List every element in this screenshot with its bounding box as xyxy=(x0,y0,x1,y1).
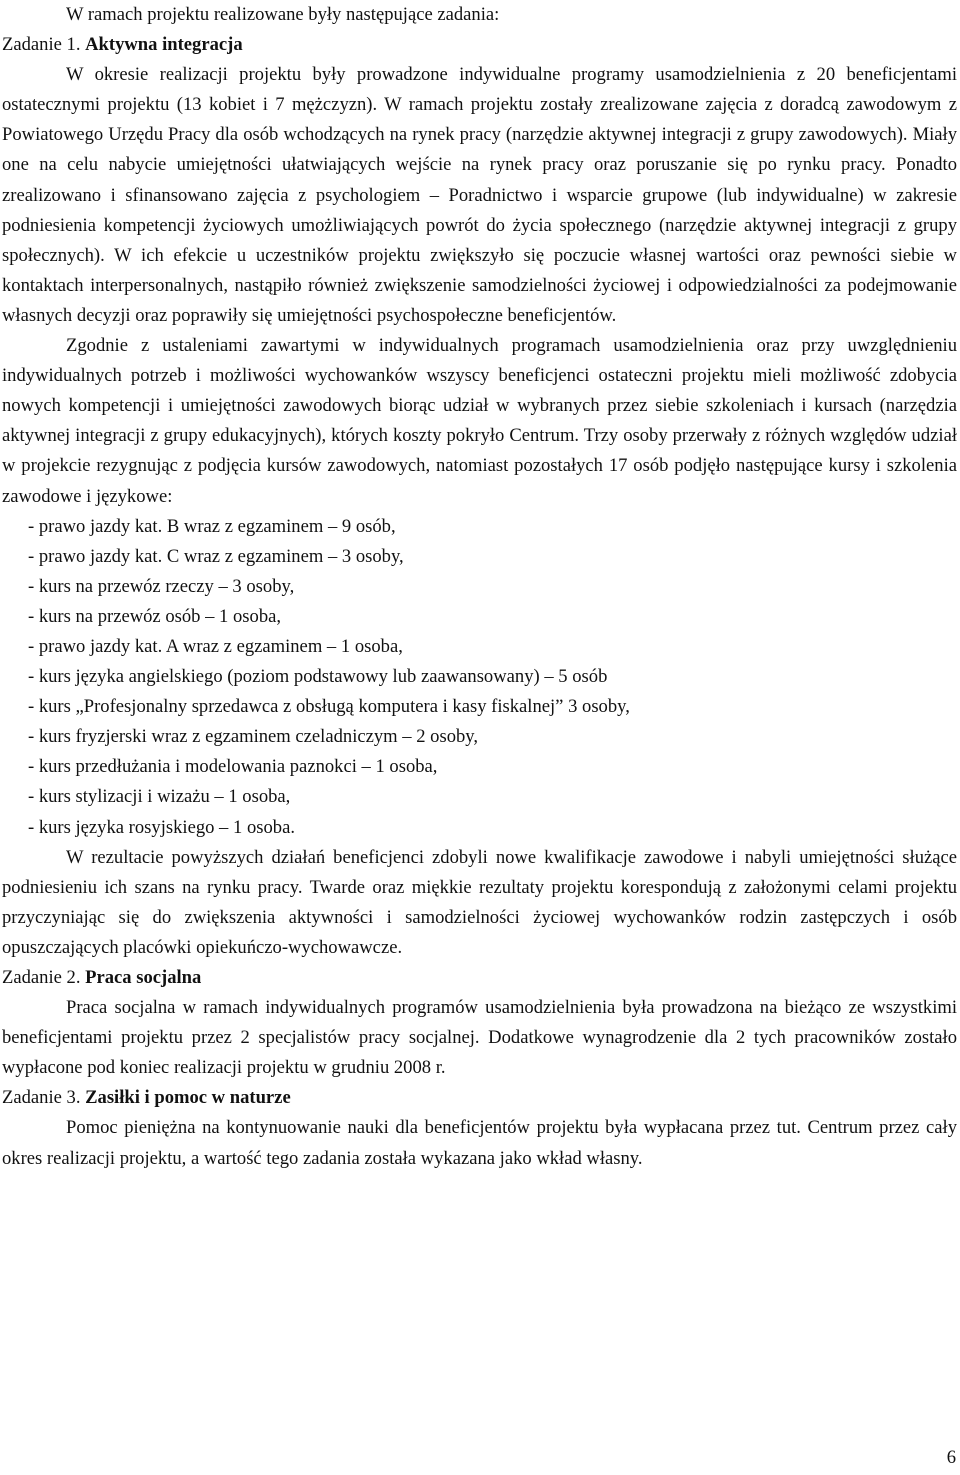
task2-label: Zadanie 2. xyxy=(2,967,86,988)
task1-paragraph-3: W rezultacie powyższych działań beneficjenci zdobyli nowe kwalifikacje zawodowe i nabyli umiejętności służące podniesieniu ich szans na rynku pracy. Twarde oraz miękkie rezultaty projektu korespondują z założonymi celami projektu przyczyniając się do zwiększenia aktywności i samodzielności życiowej wychowanków rodzin zastępczych i osób opuszczających placówki opiekuńczo-wychowawcze. xyxy=(2,846,957,958)
course-item: - kurs przedłużania i modelowania paznokci – 1 osoba, xyxy=(28,756,438,778)
intro-line: W ramach projektu realizowane były następujące zadania: xyxy=(66,4,500,25)
course-item: - prawo jazdy kat. B wraz z egzaminem – 9 osób, xyxy=(28,515,396,537)
task1-title: Aktywna integracja xyxy=(85,34,243,56)
course-item: - kurs na przewóz rzeczy – 3 osoby, xyxy=(28,575,295,597)
course-item: - kurs języka angielskiego (poziom podstawowy lub zaawansowany) – 5 osób xyxy=(28,666,608,688)
course-item: - kurs „Profesjonalny sprzedawca z obsługą komputera i kasy fiskalnej” 3 osoby, xyxy=(28,696,630,718)
task1-paragraph-1: W okresie realizacji projektu były prowadzone indywidualne programy usamodzielnienia z 20 beneficjentami ostatecznymi projektu (13 kobiet i 7 mężczyzn). W ramach projektu zostały zrealizowane zajęcia z doradcą zawodowym z Powiatowego Urzędu Pracy dla osób wchodzących na rynek pracy (narzędzie aktywnej integracji z grupy zawodowych). Miały one na celu nabycie umiejętności ułatwiających wejście na rynek pracy oraz poruszanie się po rynku pracy. Ponadto zrealizowano i sfinansowano zajęcia z psychologiem – Poradnictwo i wsparcie grupowe (lub indywidualne) w zakresie podniesienia kompetencji życiowych umożliwiających powrót do życia społecznego (narzędzie aktywnej integracji z grupy społecznych). W ich efekcie u uczestników projektu zwiększyło się poczucie własnej wartości oraz pewności siebie w kontaktach interpersonalnych, nastąpiło również zwiększenie samodzielności życiowej i odpowiedzialności za podejmowanie własnych decyzji oraz poprawiły się umiejętności psychospołeczne beneficjentów. xyxy=(2,64,957,326)
course-item: - prawo jazdy kat. A wraz z egzaminem – 1 osoba, xyxy=(28,635,403,657)
task1-heading xyxy=(2,30,957,60)
task3-title: Zasiłki i pomoc w naturze xyxy=(85,1087,291,1109)
task3-heading xyxy=(2,1083,957,1113)
task3-paragraph-1: Pomoc pieniężna na kontynuowanie nauki dla beneficjentów projektu była wypłacana przez tut. Centrum przez cały okres realizacji projektu, a wartość tego zadania została wykazana jako wkład własny. xyxy=(2,1117,957,1169)
course-item: - prawo jazdy kat. C wraz z egzaminem – 3 osoby, xyxy=(28,545,404,567)
course-item: - kurs stylizacji i wizażu – 1 osoba, xyxy=(28,786,291,808)
task2-title: Praca socjalna xyxy=(85,967,202,988)
course-list xyxy=(2,512,957,843)
task2-heading xyxy=(2,963,957,993)
task3-label: Zadanie 3. xyxy=(2,1087,86,1109)
course-item: - kurs fryzjerski wraz z egzaminem czeladniczym – 2 osoby, xyxy=(28,726,479,748)
task1-label: Zadanie 1. xyxy=(2,34,86,56)
task2-paragraph-1: Praca socjalna w ramach indywidualnych programów usamodzielnienia była prowadzona na bieżąco ze wszystkimi beneficjentami projektu przez 2 specjalistów pracy socjalnej. Dodatkowe wynagrodzenie dla 2 tych pracowników zostało wypłacone pod koniec realizacji projektu w grudniu 2008 r. xyxy=(2,997,957,1079)
course-item: - kurs języka rosyjskiego – 1 osoba. xyxy=(28,816,295,838)
course-item: - kurs na przewóz osób – 1 osoba, xyxy=(28,605,282,627)
task1-paragraph-2: Zgodnie z ustaleniami zawartymi w indywidualnych programach usamodzielnienia oraz przy uwzględnieniu indywidualnych potrzeb i możliwości wychowanków wszyscy beneficjenci ostateczni projektu mieli możliwość zdobycia nowych kompetencji i umiejętności zawodowych biorąc udział w wybranych przez siebie szkoleniach i kursach (narzędzia aktywnej integracji z grupy edukacyjnych), których koszty pokryło Centrum. Trzy osoby przerwały z różnych względów udział w projekcie rezygnując z podjęcia kursów zawodowych, natomiast pozostałych 17 osób podjęło następujące kursy i szkolenia zawodowe i językowe: xyxy=(2,335,957,507)
page-number: 6 xyxy=(946,1447,956,1468)
